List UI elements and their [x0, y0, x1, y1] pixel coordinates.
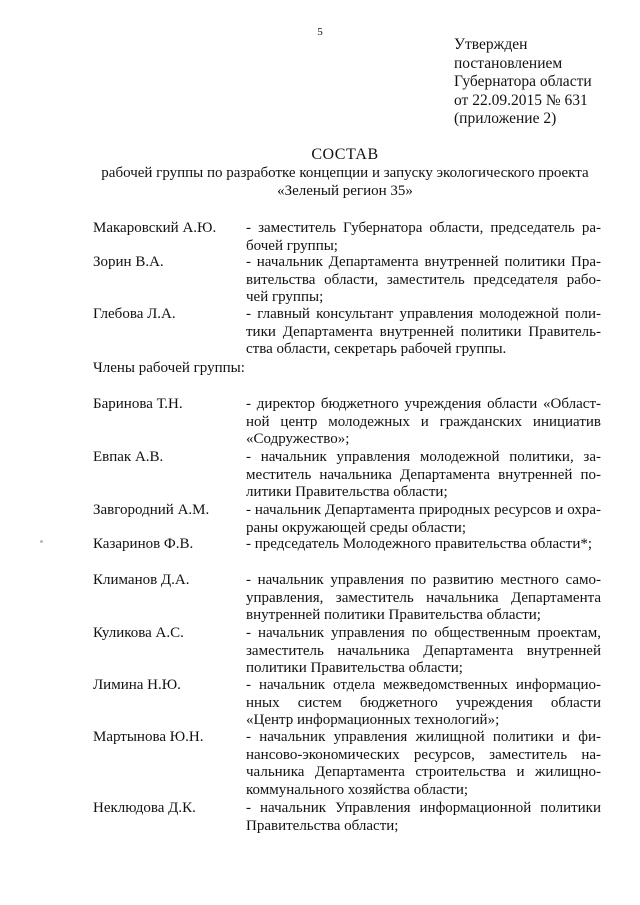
person-role: [246, 625, 601, 678]
role-line: раны окружающей среды области;: [246, 519, 467, 536]
role-line: нных систем бюджетного учреждения области: [246, 694, 601, 711]
document-subtitle: [60, 165, 630, 200]
role-line: - начальник управления по общественным проектам,: [246, 625, 601, 641]
role-line: - главный консультант управления молодежной поли-: [246, 306, 601, 322]
person-name: Мартынова Ю.Н.: [93, 729, 204, 745]
person-name: Баринова Т.Н.: [93, 396, 183, 412]
role-line: - начальник управления по развитию местного само-: [246, 572, 601, 588]
role-line: Правительства области;: [246, 817, 399, 834]
person-name: Неклюдова Д.К.: [93, 800, 196, 816]
person-role: [246, 677, 601, 730]
person-name: Глебова Л.А.: [93, 306, 176, 322]
role-line: - начальник Департамента природных ресурсов и охра-: [246, 502, 601, 518]
role-line: внутренней политики Правительства области;: [246, 607, 541, 623]
person-role: [246, 220, 601, 255]
person-name: Макаровский А.Ю.: [93, 220, 217, 236]
person-role: [246, 254, 601, 307]
role-line: - председатель Молодежного правительства области*;: [246, 536, 593, 552]
role-line: «Центр информационных технологий»;: [246, 712, 500, 728]
person-name: Евпак А.В.: [93, 449, 164, 465]
person-role: [246, 449, 601, 502]
subtitle-line: рабочей группы по разработке концепции и запуску экологического проекта: [101, 165, 589, 181]
role-line: ной центр молодежных и гражданских инициатив: [246, 413, 601, 430]
role-line: - начальник Департамента внутренней политики Пра-: [246, 254, 601, 270]
approval-line: постановлением: [454, 54, 563, 72]
person-role: [246, 306, 601, 359]
page-number: 5: [317, 26, 323, 38]
person-name: Завгородний А.М.: [93, 502, 210, 518]
person-role: [246, 502, 601, 537]
person-name: Казаринов Ф.В.: [93, 536, 194, 552]
role-line: бочей группы;: [246, 237, 338, 254]
role-line: управления, заместитель начальника Департамента: [246, 589, 601, 606]
person-name: Куликова А.С.: [93, 625, 184, 641]
approval-stamp: [454, 36, 592, 129]
approval-line: от 22.09.2015 № 631: [454, 91, 588, 109]
person-role: [246, 729, 601, 799]
document-title: СОСТАВ: [311, 146, 379, 163]
role-line: нансово-экономических ресурсов, заместитель на-: [246, 746, 601, 763]
person-role: [246, 396, 601, 449]
role-line: - заместитель Губернатора области, председатель ра-: [246, 220, 601, 236]
person-name: Лимина Н.Ю.: [93, 677, 181, 693]
person-name: Зорин В.А.: [93, 254, 164, 270]
scan-speck: [40, 540, 43, 543]
approval-line: Губернатора области: [454, 73, 592, 90]
person-role: [246, 572, 601, 625]
role-line: ства области, секретарь рабочей группы.: [246, 341, 507, 357]
subtitle-line: «Зеленый регион 35»: [277, 182, 413, 199]
role-line: чальника Департамента строительства и жилищно-: [246, 764, 601, 780]
role-line: меститель начальника Департамента внутренней по-: [246, 466, 601, 483]
role-line: - начальник Управления информационной политики: [246, 800, 601, 816]
person-role: [246, 536, 601, 554]
role-line: чей группы;: [246, 289, 324, 305]
approval-line: (приложение 2): [454, 110, 557, 127]
approval-line: Утвержден: [454, 36, 528, 53]
role-line: тики Департамента внутренней политики Правитель-: [246, 323, 601, 340]
role-line: вительства области, заместитель председателя рабо-: [246, 271, 601, 288]
role-line: - директор бюджетного учреждения области «Област-: [246, 396, 601, 412]
role-line: - начальник отдела межведомственных информацио-: [246, 677, 601, 693]
role-line: «Содружество»;: [246, 431, 350, 447]
role-line: политики Правительства области;: [246, 660, 463, 676]
role-line: коммунального хозяйства области;: [246, 781, 469, 798]
role-line: литики Правительства области;: [246, 484, 448, 500]
role-line: - начальник управления молодежной политики, за-: [246, 449, 601, 465]
role-line: - начальник управления жилищной политики и фи-: [246, 729, 601, 745]
person-role: [246, 800, 601, 835]
members-heading: Члены рабочей группы:: [93, 360, 245, 376]
role-line: заместитель начальника Департамента внутренней: [246, 642, 601, 659]
person-name: Климанов Д.А.: [93, 572, 190, 588]
